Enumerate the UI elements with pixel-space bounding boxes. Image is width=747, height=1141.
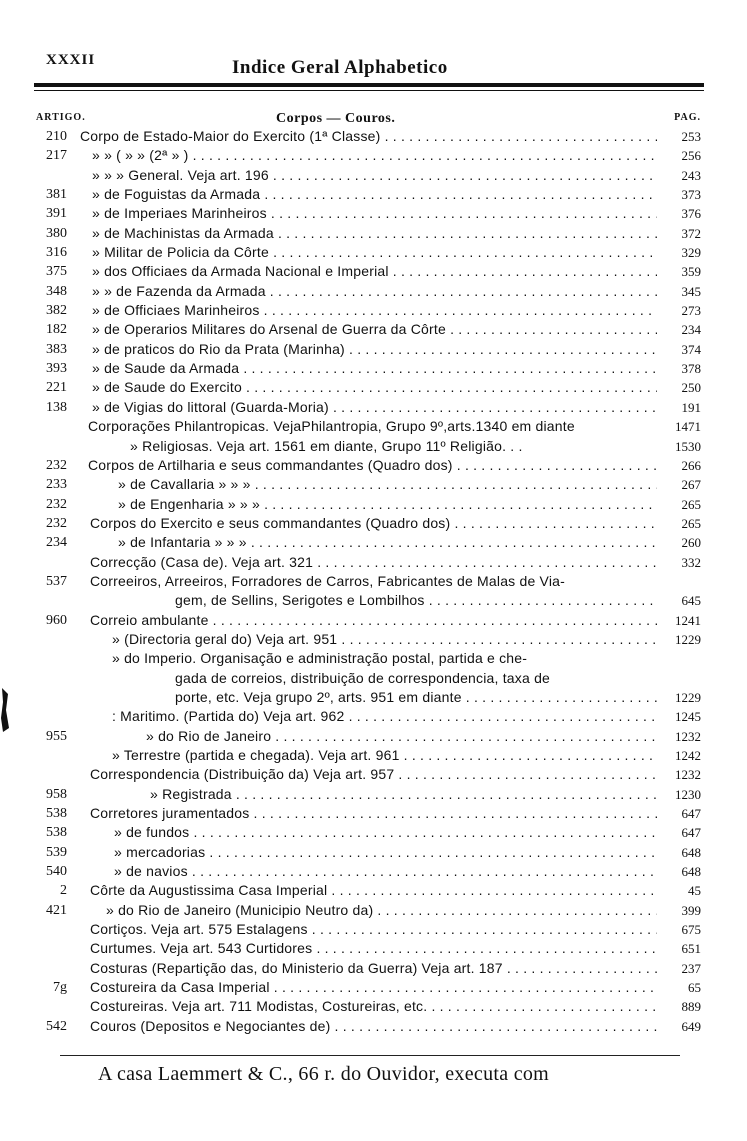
index-entry: [0, 320, 747, 339]
entry-article-number: 233: [46, 477, 67, 493]
header-rule-thick: [34, 83, 704, 87]
entry-page-number: 273: [681, 303, 701, 319]
entry-article-number: 221: [46, 380, 67, 396]
entry-label: » de Imperiaes Marinheiros: [92, 205, 267, 222]
entry-label: Curtumes. Veja art. 543 Curtidores: [90, 940, 313, 957]
entry-text: [175, 591, 657, 610]
column-header-pag: PAG.: [674, 112, 701, 123]
index-entry: [0, 939, 747, 958]
entry-label: » » de Fazenda da Armada: [92, 282, 266, 299]
index-entry: [0, 688, 747, 707]
entry-label: » de Saude da Armada: [92, 360, 240, 377]
entry-article-number: 232: [46, 496, 67, 512]
entry-article-number: 210: [46, 129, 67, 144]
entry-text: [114, 862, 657, 881]
entry-label: » » ( » » (2ª » ): [92, 147, 189, 164]
index-entry: [0, 456, 747, 475]
entry-label: Corpo de Estado-Maior do Exercito (1ª Classe): [80, 128, 381, 144]
entry-text: [118, 495, 657, 514]
entry-page-number: 253: [681, 129, 701, 144]
entry-page-number: 329: [681, 245, 701, 261]
entry-text: [88, 456, 657, 475]
footer-rule: [60, 1055, 680, 1056]
entry-article-number: 217: [46, 148, 67, 164]
entry-page-number: 256: [681, 148, 701, 164]
entry-text: [114, 843, 657, 862]
entry-article-number: 348: [46, 283, 67, 299]
index-entry: [0, 262, 747, 281]
entry-page-number: 376: [681, 206, 701, 222]
entry-article-number: 316: [46, 245, 67, 261]
entry-label: » de Operarios Militares do Arsenal de Guerra da Côrte: [92, 321, 446, 338]
entry-text: [90, 959, 657, 978]
index-entry: [0, 127, 747, 146]
entry-page-number: 649: [681, 1018, 701, 1034]
entry-label: » do Rio de Janeiro: [146, 727, 272, 744]
entry-page-number: 267: [681, 477, 701, 493]
entry-page-number: 372: [681, 225, 701, 241]
entry-text: [92, 340, 657, 359]
header-rule-thin: [34, 90, 704, 91]
entry-article-number: 381: [46, 187, 67, 203]
column-header-artigo: ARTIGO.: [36, 112, 86, 123]
entry-label: » de Foguistas da Armada: [92, 186, 261, 203]
entry-text: [92, 320, 657, 339]
entry-article-number: 393: [46, 361, 67, 377]
index-entry: [0, 340, 747, 359]
entry-article-number: 955: [46, 728, 67, 744]
entry-label: Corretores juramentados: [90, 805, 250, 822]
index-entry: [0, 997, 747, 1016]
entry-text: [90, 978, 657, 997]
entry-text: [90, 920, 657, 939]
entry-text: [90, 804, 657, 823]
entry-text: [92, 301, 657, 320]
page-number: XXXII: [46, 52, 96, 68]
entry-text: [90, 553, 657, 572]
entry-text: [92, 378, 657, 397]
entry-label: » de Infantaria » » »: [118, 534, 247, 551]
index-entry: [0, 475, 747, 494]
entry-text: [118, 533, 657, 552]
index-entry: [0, 843, 747, 862]
entry-text: [90, 881, 657, 900]
entry-page-number: 266: [681, 457, 701, 473]
entry-page-number: 243: [681, 167, 701, 183]
index-entry: [0, 920, 747, 939]
entry-label: : Maritimo. (Partida do) Veja art. 962: [112, 708, 345, 725]
entry-label: » de navios: [114, 863, 188, 880]
index-entry: [0, 630, 747, 649]
entry-text: [146, 727, 657, 746]
index-entry: [0, 437, 747, 456]
entry-article-number: 382: [46, 303, 67, 319]
index-entry: [0, 765, 747, 784]
entry-label: » Militar de Policia da Côrte: [92, 244, 269, 261]
entry-label: » Religiosas. Veja art. 1561 em diante, Grupo 11º Religião. . .: [130, 437, 523, 454]
entry-label: » de praticos do Rio da Prata (Marinha): [92, 340, 345, 357]
entry-page-number: 378: [681, 361, 701, 377]
entry-page-number: 648: [681, 844, 701, 860]
entry-article-number: 391: [46, 206, 67, 222]
entry-article-number: 542: [46, 1018, 67, 1034]
page-title: Indice Geral Alphabetico: [232, 57, 448, 78]
entry-text: [90, 997, 657, 1016]
index-entries: [0, 127, 747, 1036]
entry-text: [88, 417, 657, 436]
entry-label: » » » General. Veja art. 196: [92, 166, 269, 183]
entry-label: » de Cavallaria » » »: [118, 476, 251, 493]
entry-text: [92, 166, 657, 185]
entry-page-number: 345: [681, 283, 701, 299]
index-entry: [0, 959, 747, 978]
entry-text: [92, 204, 657, 223]
entry-text: [92, 224, 657, 243]
index-entry: [0, 398, 747, 417]
entry-label: gada de correios, distribuição de correspondencia, taxa de: [175, 669, 551, 686]
entry-page-number: 234: [681, 322, 701, 338]
entry-page-number: 647: [681, 806, 701, 822]
entry-page-number: 889: [681, 999, 701, 1015]
entry-text: [92, 262, 657, 281]
entry-article-number: 421: [46, 902, 67, 918]
entry-label: » do Rio de Janeiro (Municipio Neutro da): [106, 901, 374, 918]
entry-text: [112, 707, 657, 726]
entry-page-number: 645: [681, 593, 701, 609]
index-entry: [0, 785, 747, 804]
entry-label: » de Officiaes Marinheiros: [92, 302, 260, 319]
entry-article-number: 538: [46, 806, 67, 822]
entry-page-number: 675: [681, 922, 701, 938]
entry-label: Correcção (Casa de). Veja art. 321: [90, 553, 314, 570]
index-entry: [0, 224, 747, 243]
entry-label: Corpos do Exercito e seus commandantes (Quadro dos): [90, 514, 451, 531]
entry-label: Corpos de Artilharia e seus commandantes (Quadro dos): [88, 456, 453, 473]
entry-label: » dos Officiaes da Armada Nacional e Imperial: [92, 263, 389, 280]
entry-page-number: 1229: [675, 631, 701, 647]
entry-text: [130, 437, 657, 456]
entry-page-number: 651: [681, 941, 701, 957]
entry-label: Costuras (Repartição das, do Ministerio da Guerra) Veja art. 187: [90, 959, 503, 976]
entry-label: » de Saude do Exercito: [92, 379, 242, 396]
entry-page-number: 265: [681, 496, 701, 512]
entry-text: [92, 282, 657, 301]
entry-page-number: 399: [681, 902, 701, 918]
index-entry: [0, 881, 747, 900]
entry-page-number: 1241: [675, 612, 701, 628]
entry-page-number: 265: [681, 515, 701, 531]
entry-label: » mercadorias: [114, 843, 206, 860]
index-entry: [0, 533, 747, 552]
index-entry: [0, 301, 747, 320]
index-entry: [0, 823, 747, 842]
entry-article-number: 138: [46, 399, 67, 415]
index-entry: [0, 611, 747, 630]
index-entry: [0, 204, 747, 223]
entry-article-number: 537: [46, 573, 67, 589]
entry-text: [90, 939, 657, 958]
entry-article-number: 375: [46, 264, 67, 280]
entry-text: [150, 785, 657, 804]
entry-text: [106, 901, 657, 920]
entry-article-number: 540: [46, 864, 67, 880]
entry-label: » de Machinistas da Armada: [92, 224, 274, 241]
index-entry: [0, 359, 747, 378]
entry-text: [90, 765, 657, 784]
index-entry: [0, 746, 747, 765]
index-entry: [0, 862, 747, 881]
entry-page-number: 45: [688, 883, 701, 899]
entry-label: » (Directoria geral do) Veja art. 951: [112, 630, 338, 647]
entry-label: Côrte da Augustissima Casa Imperial: [90, 882, 328, 899]
entry-article-number: 960: [46, 612, 67, 628]
entry-label: » de Engenharia » » »: [118, 495, 260, 512]
entry-label: porte, etc. Veja grupo 2º, arts. 951 em diante: [175, 688, 462, 705]
entry-text: [80, 127, 657, 146]
index-entry: [0, 514, 747, 533]
entry-label: Corporações Philantropicas. VejaPhilantropia, Grupo 9º,arts.1340 em diante: [88, 418, 575, 435]
entry-label: Couros (Depositos e Negociantes de): [90, 1017, 331, 1034]
entry-label: » de fundos: [114, 824, 190, 841]
entry-article-number: 958: [46, 786, 67, 802]
entry-text: [114, 823, 657, 842]
entry-text: [90, 611, 657, 630]
entry-article-number: 538: [46, 825, 67, 841]
index-entry: [0, 978, 747, 997]
entry-page-number: 1530: [675, 438, 701, 454]
entry-page-number: 374: [681, 341, 701, 357]
index-entry: [0, 282, 747, 301]
entry-text: [92, 243, 657, 262]
entry-text: [92, 185, 657, 204]
entry-label: » de Vigias do littoral (Guarda-Moria): [92, 398, 329, 415]
entry-article-number: 182: [46, 322, 67, 338]
entry-article-number: 383: [46, 341, 67, 357]
entry-page-number: 191: [681, 399, 701, 415]
entry-page-number: 359: [681, 264, 701, 280]
entry-label: » Terrestre (partida e chegada). Veja art. 961: [112, 747, 400, 763]
entry-page-number: 250: [681, 380, 701, 396]
entry-article-number: 380: [46, 225, 67, 241]
entry-page-number: 373: [681, 187, 701, 203]
index-entry: [0, 669, 747, 688]
entry-page-number: 1230: [675, 786, 701, 802]
entry-label: Correspondencia (Distribuição da) Veja art. 957: [90, 766, 395, 783]
index-entry: [0, 707, 747, 726]
entry-text: [175, 669, 657, 688]
entry-label: Correeiros, Arreeiros, Forradores de Carros, Fabricantes de Malas de Via-: [90, 572, 565, 589]
entry-page-number: 1242: [675, 748, 701, 763]
entry-page-number: 65: [688, 980, 701, 996]
index-entry: [0, 1017, 747, 1036]
entry-article-number: 234: [46, 535, 67, 551]
entry-article-number: 539: [46, 844, 67, 860]
footer-advertisement: A casa Laemmert & C., 66 r. do Ouvidor, executa com: [98, 1063, 550, 1085]
entry-page-number: 260: [681, 535, 701, 551]
entry-label: Costureiras. Veja art. 711 Modistas, Costureiras, etc.: [90, 998, 428, 1015]
index-entry: [0, 146, 747, 165]
entry-article-number: 232: [46, 515, 67, 531]
margin-mark-icon: [0, 688, 10, 732]
entry-label: Correio ambulante: [90, 611, 209, 628]
entry-page-number: 332: [681, 554, 701, 570]
index-entry: [0, 553, 747, 572]
index-entry: [0, 243, 747, 262]
index-entry: [0, 804, 747, 823]
entry-page-number: 1232: [675, 728, 701, 744]
index-entry: [0, 417, 747, 436]
entry-page-number: 1245: [675, 709, 701, 725]
entry-article-number: 7g: [53, 980, 67, 996]
entry-label: gem, de Sellins, Serigotes e Lombilhos: [175, 592, 425, 609]
section-heading: Corpos — Couros.: [276, 111, 396, 126]
index-entry: [0, 166, 747, 185]
entry-page-number: 237: [681, 960, 701, 976]
index-entry: [0, 649, 747, 668]
index-entry: [0, 727, 747, 746]
entry-page-number: 1232: [675, 767, 701, 783]
index-entry: [0, 572, 747, 591]
index-entry: [0, 901, 747, 920]
index-entry: [0, 185, 747, 204]
entry-label: Cortiços. Veja art. 575 Estalagens: [90, 921, 308, 938]
entry-text: [92, 398, 657, 417]
entry-text: [112, 746, 657, 765]
entry-text: [112, 630, 657, 649]
entry-label: » Registrada: [150, 785, 232, 802]
entry-page-number: 647: [681, 825, 701, 841]
index-entry: [0, 591, 747, 610]
entry-article-number: 232: [46, 457, 67, 473]
index-entry: [0, 378, 747, 397]
entry-text: [92, 146, 657, 165]
index-entry: [0, 495, 747, 514]
entry-text: [90, 514, 657, 533]
entry-article-number: 2: [60, 883, 67, 899]
entry-label: » do Imperio. Organisação e administração postal, partida e che-: [112, 650, 528, 667]
entry-text: [118, 475, 657, 494]
entry-page-number: 648: [681, 864, 701, 880]
entry-page-number: 1471: [675, 419, 701, 435]
entry-text: [112, 649, 657, 668]
entry-text: [92, 359, 657, 378]
entry-page-number: 1229: [675, 689, 701, 705]
entry-text: [90, 1017, 657, 1036]
entry-label: Costureira da Casa Imperial: [90, 979, 270, 996]
entry-text: [90, 572, 657, 591]
entry-text: [175, 688, 657, 707]
